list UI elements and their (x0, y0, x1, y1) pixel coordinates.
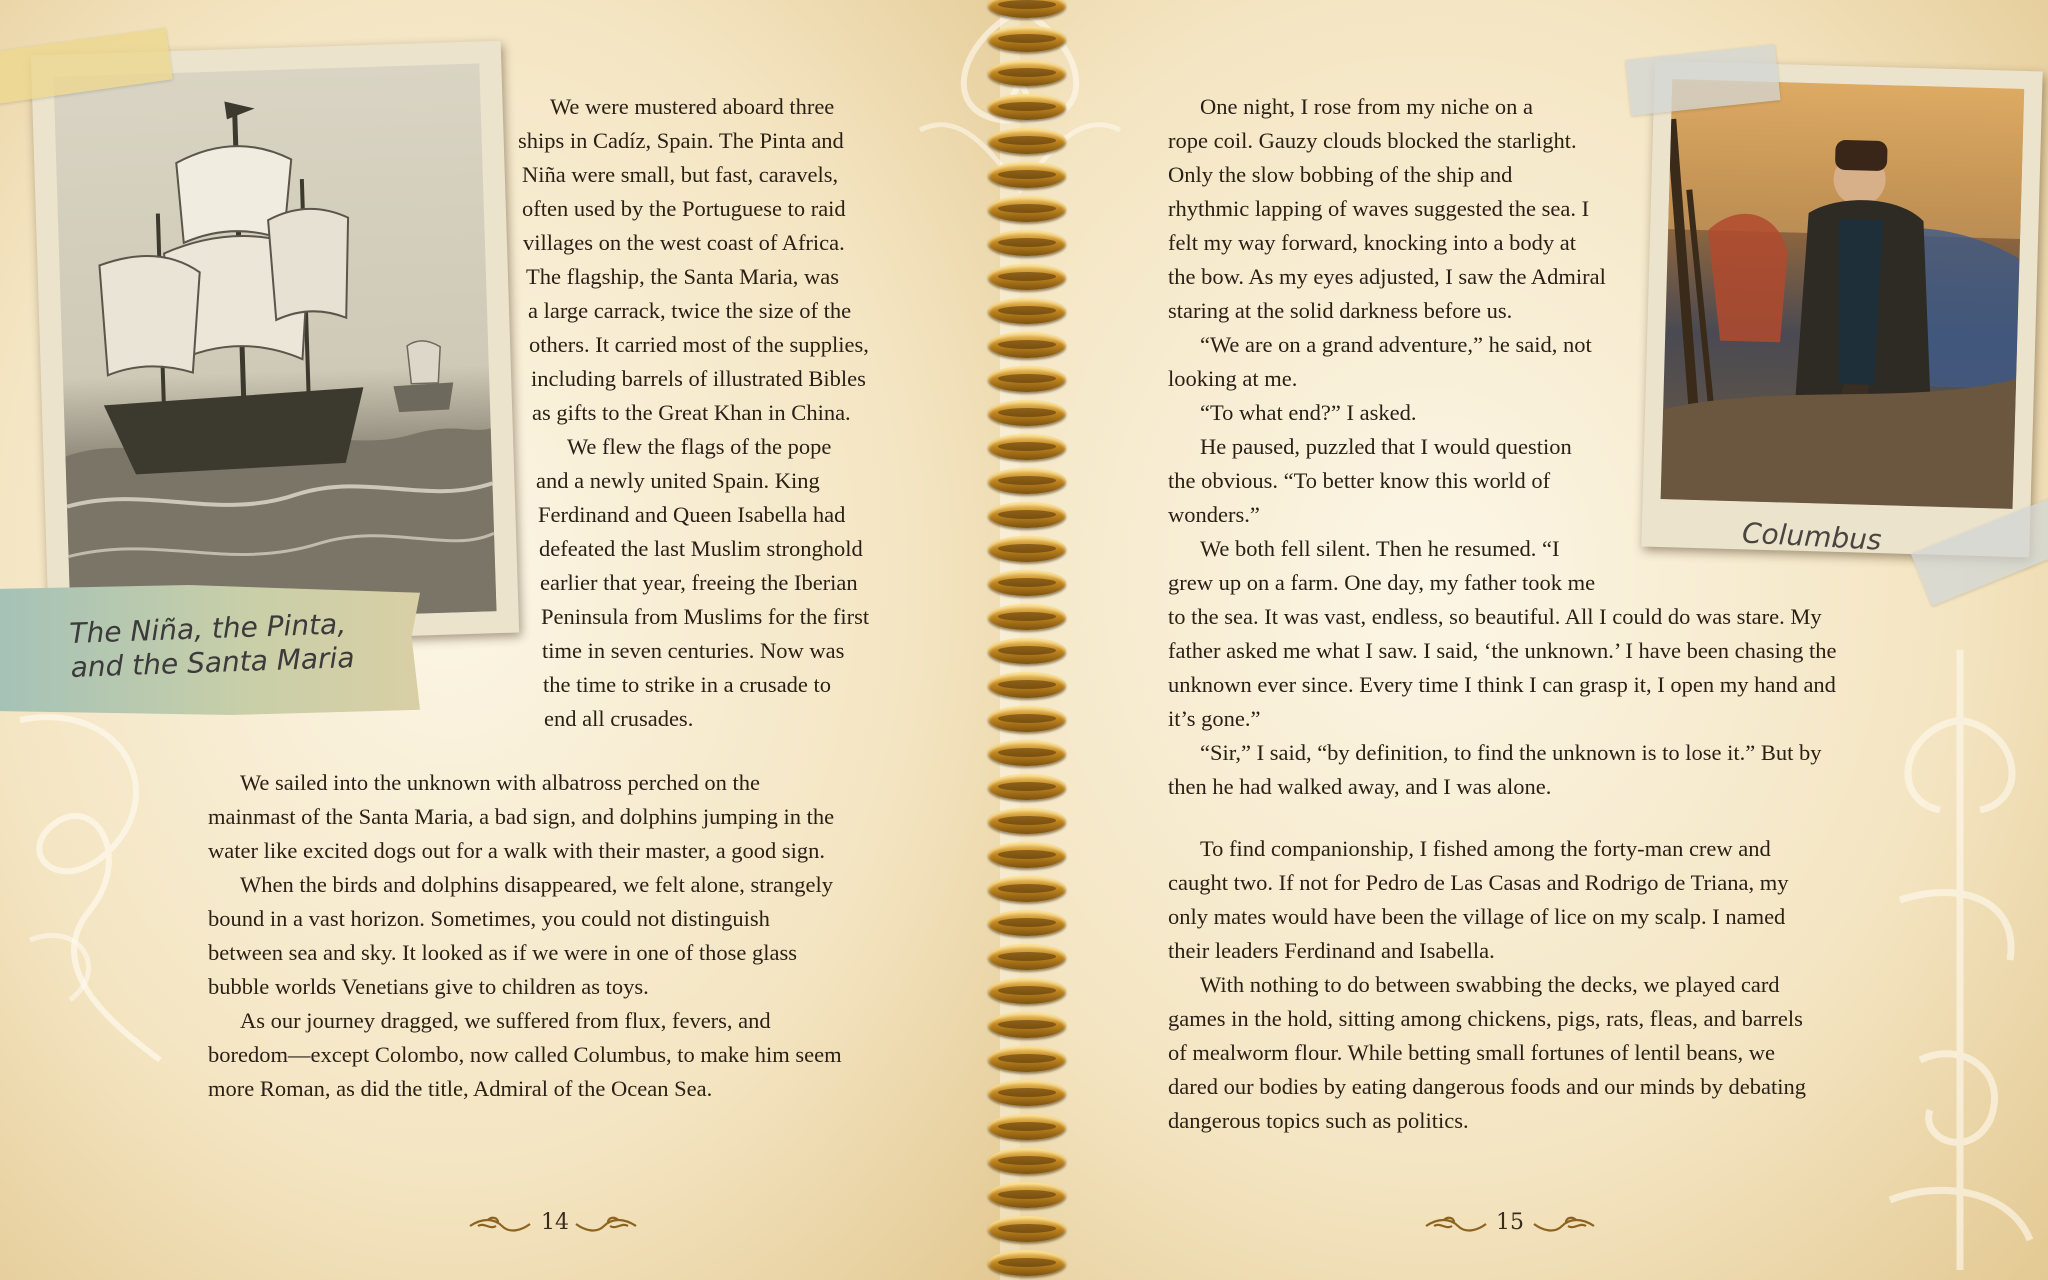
page-number-left: 14 (541, 1210, 569, 1235)
spiral-coil (988, 1148, 1066, 1174)
text-line: dangerous topics such as politics. (1168, 1108, 1469, 1133)
spiral-coil (988, 128, 1066, 154)
text-line: rhythmic lapping of waves suggested the sea. I (1168, 196, 1590, 221)
spiral-coil (988, 1182, 1066, 1208)
ship-illustration (53, 63, 496, 624)
text-line: rope coil. Gauzy clouds blocked the starlight. (1168, 128, 1577, 153)
spiral-coil (988, 604, 1066, 630)
spiral-coil (988, 468, 1066, 494)
caption-line: and the Santa Maria (70, 641, 355, 684)
text-line: caught two. If not for Pedro de Las Casas and Rodrigo de Triana, my (1168, 870, 1789, 895)
text-line: more Roman, as did the title, Admiral of the Ocean Sea. (208, 1076, 713, 1101)
text-line: staring at the solid darkness before us. (1168, 298, 1513, 323)
spiral-coil (988, 570, 1066, 596)
text-line: and a newly united Spain. King (536, 468, 820, 493)
text-line: We were mustered aboard three (550, 94, 835, 119)
text-line: We both fell silent. Then he resumed. “I (1200, 536, 1560, 561)
spiral-coil (988, 1250, 1066, 1276)
text-line: “Sir,” I said, “by definition, to find the unknown is to lose it.” But by (1200, 740, 1822, 765)
spiral-coil (988, 1114, 1066, 1140)
spiral-coil (988, 774, 1066, 800)
text-line: ships in Cadíz, Spain. The Pinta and (518, 128, 844, 153)
flourish-icon (1532, 1216, 1596, 1236)
text-line: others. It carried most of the supplies, (529, 332, 869, 357)
text-line: time in seven centuries. Now was (542, 638, 845, 663)
left-swirl-ornament (0, 700, 200, 1080)
spiral-coil (988, 910, 1066, 936)
page-number-right: 15 (1496, 1210, 1524, 1235)
spiral-coil (988, 434, 1066, 460)
flourish-icon (468, 1216, 532, 1236)
spiral-coil (988, 842, 1066, 868)
spiral-coil (988, 400, 1066, 426)
columbus-illustration (1661, 79, 2025, 509)
text-line: We flew the flags of the pope (567, 434, 832, 459)
spiral-coil (988, 0, 1066, 18)
text-line: Niña were small, but fast, caravels, (522, 162, 839, 187)
text-line: dared our bodies by eating dangerous foods and our minds by debating (1168, 1074, 1806, 1099)
text-line: bound in a vast horizon. Sometimes, you could not distinguish (208, 906, 770, 931)
text-line: boredom—except Colombo, now called Columbus, to make him seem (208, 1042, 842, 1067)
text-line: only mates would have been the village of lice on my scalp. I named (1168, 904, 1786, 929)
text-line: wonders.” (1168, 502, 1260, 527)
columbus-photo (1641, 61, 2042, 558)
ships-caption (69, 607, 355, 685)
text-line: to the sea. It was vast, endless, so beautiful. All I could do was stare. My (1168, 604, 1822, 629)
flourish-icon (1424, 1216, 1488, 1236)
spiral-coil (988, 638, 1066, 664)
text-line: bubble worlds Venetians give to children as toys. (208, 974, 649, 999)
spiral-coil (988, 1046, 1066, 1072)
fleur-ornament (1860, 640, 2048, 1280)
text-line: As our journey dragged, we suffered from flux, fevers, and (240, 1008, 771, 1033)
text-line: between sea and sky. It looked as if we were in one of those glass (208, 940, 797, 965)
text-line: “To what end?” I asked. (1200, 400, 1417, 425)
text-line: of mealworm flour. While betting small fortunes of lentil beans, we (1168, 1040, 1775, 1065)
spiral-coil (988, 26, 1066, 52)
text-line: grew up on a farm. One day, my father took me (1168, 570, 1596, 595)
spiral-coil (988, 740, 1066, 766)
text-line: When the birds and dolphins disappeared, we felt alone, strangely (240, 872, 833, 897)
spiral-coil (988, 706, 1066, 732)
text-line: games in the hold, sitting among chickens, pigs, rats, fleas, and barrels (1168, 1006, 1803, 1031)
text-line: He paused, puzzled that I would question (1200, 434, 1572, 459)
text-line: “We are on a grand adventure,” he said, not (1200, 332, 1592, 357)
spiral-coil (988, 366, 1066, 392)
text-line: Only the slow bobbing of the ship and (1168, 162, 1513, 187)
text-line: With nothing to do between swabbing the decks, we played card (1200, 972, 1780, 997)
text-line: mainmast of the Santa Maria, a bad sign, and dolphins jumping in the (208, 804, 835, 829)
text-line: villages on the west coast of Africa. (523, 230, 845, 255)
ships-photo (31, 41, 519, 647)
spiral-coil (988, 1012, 1066, 1038)
spiral-coil (988, 808, 1066, 834)
spiral-coil (988, 1216, 1066, 1242)
text-line: Peninsula from Muslims for the first (541, 604, 870, 629)
text-line: earlier that year, freeing the Iberian (540, 570, 858, 595)
text-line: the time to strike in a crusade to (543, 672, 832, 697)
text-line: Ferdinand and Queen Isabella had (538, 502, 846, 527)
spiral-coil (988, 264, 1066, 290)
text-line: unknown ever since. Every time I think I can grasp it, I open my hand and (1168, 672, 1836, 697)
text-line: then he had walked away, and I was alone. (1168, 774, 1552, 799)
text-line: often used by the Portuguese to raid (522, 196, 846, 221)
text-line: the obvious. “To better know this world of (1168, 468, 1551, 493)
spiral-binding (988, 0, 1068, 1280)
spiral-coil (988, 536, 1066, 562)
text-line: including barrels of illustrated Bibles (531, 366, 866, 391)
text-line: it’s gone.” (1168, 706, 1261, 731)
text-line: To find companionship, I fished among the forty-man crew and (1200, 836, 1771, 861)
right-page-text-2 (1168, 832, 1806, 1138)
text-line: defeated the last Muslim stronghold (539, 536, 863, 561)
text-line: One night, I rose from my niche on a (1200, 94, 1534, 119)
spiral-coil (988, 672, 1066, 698)
spiral-coil (988, 94, 1066, 120)
spiral-coil (988, 196, 1066, 222)
spiral-coil (988, 162, 1066, 188)
flourish-icon (574, 1216, 638, 1236)
text-line: the bow. As my eyes adjusted, I saw the Admiral (1168, 264, 1606, 289)
text-line: end all crusades. (544, 706, 694, 731)
text-line: felt my way forward, knocking into a body at (1168, 230, 1577, 255)
spiral-coil (988, 332, 1066, 358)
spiral-coil (988, 1080, 1066, 1106)
spiral-coil (988, 230, 1066, 256)
text-line: water like excited dogs out for a walk with their master, a good sign. (208, 838, 826, 863)
text-line: their leaders Ferdinand and Isabella. (1168, 938, 1495, 963)
spiral-coil (988, 502, 1066, 528)
left-column-text (518, 90, 870, 736)
text-line: as gifts to the Great Khan in China. (532, 400, 851, 425)
caption-line: The Niña, the Pinta, (68, 607, 347, 650)
spiral-coil (988, 944, 1066, 970)
text-line: We sailed into the unknown with albatross perched on the (240, 770, 760, 795)
text-line: The flagship, the Santa Maria, was (526, 264, 840, 289)
columbus-caption: Columbus (1741, 516, 1883, 557)
spiral-coil (988, 876, 1066, 902)
text-line: father asked me what I saw. I said, ‘the unknown.’ I have been chasing the (1168, 638, 1837, 663)
spiral-coil (988, 298, 1066, 324)
left-body-text (208, 766, 842, 1106)
spiral-coil (988, 60, 1066, 86)
text-line: looking at me. (1168, 366, 1298, 391)
text-line: a large carrack, twice the size of the (528, 298, 852, 323)
spiral-coil (988, 978, 1066, 1004)
